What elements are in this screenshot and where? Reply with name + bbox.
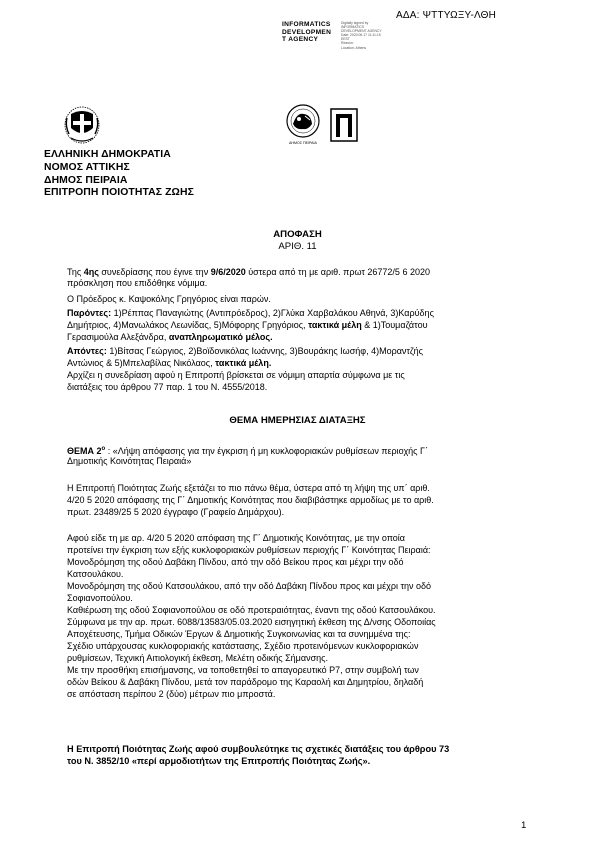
authority-line: ΕΠΙΤΡΟΠΗ ΠΟΙΟΤΗΤΑΣ ΖΩΗΣ <box>44 187 194 199</box>
present-members <box>67 332 273 343</box>
text-span: Δημήτριος, 4)Μανωλάκος Λεωνίδας, 5)Μόφορης Γρηγόριος, <box>67 320 309 330</box>
body-line: Μονοδρόμηση της οδού Κατσουλάκου, από την οδό Δαβάκη Πίνδου προς και μέχρι την οδό <box>67 581 432 591</box>
quorum-line: διατάξεις του άρθρου 77 παρ. 1 του Ν. 4555/2018. <box>67 382 268 392</box>
signature-detail-line: INFORMATICS <box>341 25 365 30</box>
signature-detail-line: EEST <box>341 37 350 42</box>
body-line: Η Επιτροπή Ποιότητας Ζωής εξετάζει το πιο πάνω θέμα, ύστερα από τη λήψη της υπ΄ αριθ. <box>67 483 430 493</box>
present-members <box>67 320 428 331</box>
signature-details <box>341 21 401 50</box>
municipality-logo-icon <box>284 102 322 146</box>
body-line: 4/20 5 2020 απόφασης της Γ΄ Δημοτικής Κοινότητας που διαβιβάστηκε αρμοδίως με το αριθ. <box>67 495 434 505</box>
authority-line: ΝΟΜΟΣ ΑΤΤΙΚΗΣ <box>44 161 130 173</box>
body-line: οδών Βείκου & Δαβάκη Πίνδου, μετά τον παράδρομο της Καραολή και Δημητρίου, δηλαδή <box>67 677 424 687</box>
text-span: Της <box>67 267 84 277</box>
authority-line: ΔΗΜΟΣ ΠΕΙΡΑΙΑ <box>44 174 128 186</box>
body-line: Μονοδρόμηση της οδού Δαβάκη Πίνδου, από την οδό Βείκου προς και μέχρι την οδό <box>67 557 404 567</box>
decision-number: ΑΡΙΘ. 11 <box>278 241 317 252</box>
body-line: Αφού είδε τη με αρ. 4/20 5 2020 απόφαση της Γ΄ Δημοτικής Κοινότητας, με την οποία <box>67 533 406 543</box>
text-span: αναπληρωματικό μέλος. <box>168 332 273 342</box>
intro-line: Ο Πρόεδρος κ. Καψοκόλης Γρηγόριος είναι παρών. <box>67 294 271 304</box>
stamp-line: DEVELOPMEN <box>282 28 332 36</box>
body-line: Κατσουλάκου. <box>67 569 124 579</box>
signature-detail-line: Reason: <box>341 41 354 46</box>
text-span: ύστερα από τη με αριθ. πρωτ 26772/5 6 2020 <box>245 267 430 277</box>
conclusion-line: Η Επιτροπή Ποιότητας Ζωής αφού συμβουλεύτηκε τις σχετικές διατάξεις του άρθρου 73 <box>67 744 450 754</box>
quorum-line: Αρχίζει η συνεδρίαση αφού η Επιτροπή βρίσκεται σε νόμιμη απαρτία σύμφωνα με τις <box>67 370 405 380</box>
absent-members <box>67 346 423 357</box>
signature-stamp <box>282 21 331 44</box>
body-line: Σχέδιο υπάρχουσας κυκλοφοριακής κατάστασης, Σχέδιο προτεινόμενων κυκλοφοριακών <box>67 641 419 651</box>
logo-caption: ΔΗΜΟΣ ΠΕΙΡΑΙΑ <box>289 141 317 145</box>
session-number: 4ης <box>83 267 99 277</box>
present-label: Παρόντες: <box>67 308 112 318</box>
body-line: Καθιέρωση της οδού Σοφιανοπούλου σε οδό προτεραιότητας, έναντι της οδού Κατσουλάκου. <box>67 605 436 615</box>
session-date: 9/6/2020 <box>210 267 246 277</box>
topic-sup: ο <box>101 446 106 452</box>
text-span: τακτικά μέλη <box>308 320 362 330</box>
page-number: 1 <box>521 820 527 831</box>
text-span: συνεδρίασης που έγινε την <box>98 267 211 277</box>
body-line: Αποχέτευσης, Τμήμα Οδικών Έργων & Δημοτικής Συγκοινωνίας και τα συνημμένα της: <box>67 629 411 639</box>
text-span: & 1)Τουμαζάτου <box>361 320 428 330</box>
decision-title: ΑΠΟΦΑΣΗ <box>273 229 322 240</box>
body-line: σε απόσταση περίπου 2 (δύο) μέτρων πιο μπροστά. <box>67 689 276 699</box>
body-line: Με την προσθήκη επισήμανσης, να τοποθετηθεί το απαγορευτικό Ρ7, στην συμβολή των <box>67 665 419 675</box>
greek-emblem-icon <box>63 104 101 144</box>
body-line: Σύμφωνα με την αρ. πρωτ. 6088/13583/05.03.2020 εισηγητική έκθεση της Δ/νσης Οδοποιίας <box>67 617 436 627</box>
pi-logo-icon <box>330 108 358 142</box>
issuing-authority <box>44 149 194 200</box>
body-line: προτείνει την έγκριση των εξής κυκλοφοριακών ρυθμίσεων περιοχής Γ΄ Κοινότητας Πειραιά: <box>67 545 431 555</box>
conclusion-line: του Ν. 3852/10 «περί αρμοδιοτήτων της Επιτροπής Ποιότητας Ζωής». <box>67 756 371 766</box>
signature-detail-line: Digitally signed by <box>341 21 369 25</box>
present-members <box>67 308 434 319</box>
absent-members <box>67 358 271 369</box>
stamp-line: T AGENCY <box>282 36 319 44</box>
absent-label: Απόντες: <box>67 346 107 356</box>
text-span: 1)Ρέππας Παναγιώτης (Αντιπρόεδρος), 2)Γλύκα Χαρβαλάκου Αθηνά, 3)Καρύδης <box>111 308 434 318</box>
text-span: τακτικά μέλη. <box>215 358 272 368</box>
body-line: πρωτ. 23489/25 5 2020 έγγραφο (Γραφείο Δημάρχου). <box>67 507 285 517</box>
text-span: : «Λήψη απόφασης για την έγκριση ή μη κυκλοφοριακών ρυθμίσεων περιοχής Γ΄ <box>105 446 428 456</box>
stamp-line: INFORMATICS <box>282 21 331 28</box>
topic-label: ΘΕΜΑ 2 <box>67 446 102 456</box>
signature-detail-line: Location: Athens <box>341 45 367 50</box>
intro-line <box>67 267 430 278</box>
body-line: ρυθμίσεων, Τεχνική Αιτιολογική έκθεση, Μελέτη οδικής Σήμανσης. <box>67 653 328 663</box>
text-span: 1)Βίτσας Γεώργιος, 2)Βοϊδονικόλας Ιωάννης, 3)Βουράκης Ιωσήφ, 4)Μοραντζής <box>106 346 424 356</box>
signature-detail-line: Date: 2020.06.17 11:11:15 <box>341 33 381 38</box>
authority-line: ΕΛΛΗΝΙΚΗ ΔΗΜΟΚΡΑΤΙΑ <box>44 149 171 160</box>
topic-line: Δημοτικής Κοινότητας Πειραιά» <box>67 456 192 466</box>
signature-detail-line: DEVELOPMENT AGENCY <box>341 29 382 34</box>
text-span: Αντώνιος & 5)Μπελαβίλας Νικόλαος, <box>67 358 216 368</box>
ada-code: ΑΔΑ: ΨΤΤΥΩΞΥ-ΛΘΗ <box>396 10 497 21</box>
intro-line: πρόσκληση που επιδόθηκε νόμιμα. <box>67 278 208 288</box>
body-line: Σοφιανοπούλου. <box>67 593 133 603</box>
agenda-title: ΘΕΜΑ ΗΜΕΡΗΣΙΑΣ ΔΙΑΤΑΞΗΣ <box>229 415 366 426</box>
text-span: Γερασιμούλα Αλεξάνδρα, <box>67 332 169 342</box>
